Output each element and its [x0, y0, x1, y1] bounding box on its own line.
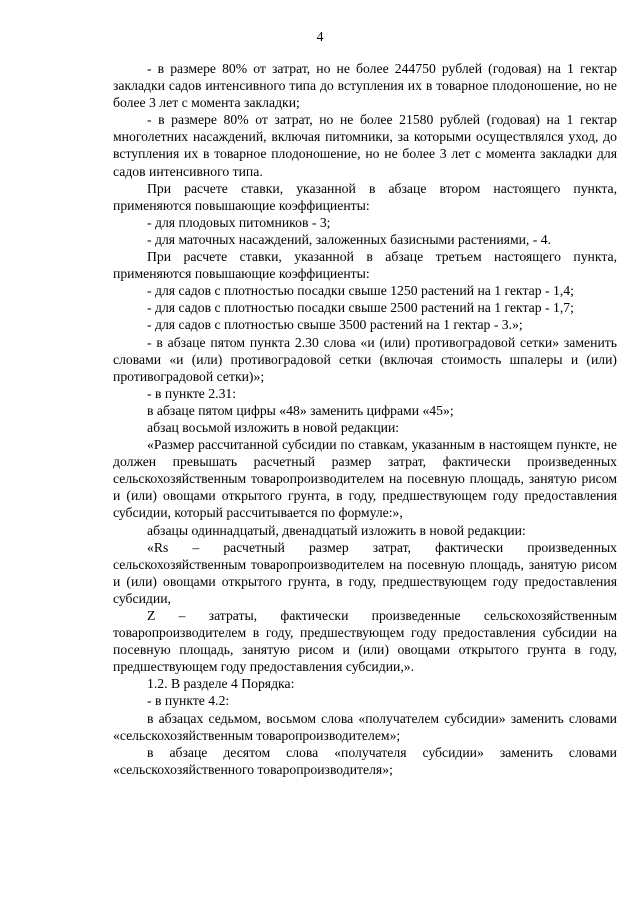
paragraph-9: - для садов с плотностью свыше 3500 растений на 1 гектар - 3.»; [147, 317, 523, 333]
document-body [113, 60, 617, 778]
paragraph-4: - для плодовых питомников - 3; [147, 214, 331, 230]
paragraph-12: в абзаце пятом цифры «48» заменить цифрами «45»; [147, 402, 454, 418]
paragraph-8: - для садов с плотностью посадки свыше 2500 растений на 1 гектар - 1,7; [147, 300, 574, 316]
paragraph-7: - для садов с плотностью посадки свыше 1250 растений на 1 гектар - 1,4; [147, 283, 574, 299]
paragraph-21: в абзаце десятом слова «получателя субсидии» заменить словами «сельскохозяйственного товаропроизводителя»; [113, 744, 617, 777]
paragraph-5: - для маточных насаждений, заложенных базисными растениями, - 4. [147, 231, 552, 247]
paragraph-20: в абзацах седьмом, восьмом слова «получателем субсидии» заменить словами «сельскохозяйственным товаропроизводителем»; [113, 710, 617, 743]
paragraph-18: 1.2. В разделе 4 Порядка: [147, 676, 295, 692]
paragraph-17: Z – затраты, фактически произведенные сельскохозяйственным товаропроизводителем в году, предшествующем году предоставления субсидии на посевную площадь, занятую рисом и (или) овощами открытого грунта в году, предшествующем году предоставления субсидии,». [113, 608, 617, 675]
paragraph-19: - в пункте 4.2: [147, 693, 230, 709]
paragraph-16: «Rs – расчетный размер затрат, фактически произведенных сельскохозяйственным товаропроизводителем на посевную площадь, занятую рисом и (или) овощами открытого грунта, в году, предшествующем году предоставления субсидии, [113, 539, 617, 606]
paragraph-10: - в абзаце пятом пункта 2.30 слова «и (или) противоградовой сетки» заменить словами «и (или) противоградовой сетки (включая стоимость шпалеры и (или) противоградовой сетки)»; [113, 334, 617, 384]
paragraph-2: - в размере 80% от затрат, но не более 21580 рублей (годовая) на 1 гектар многолетних насаждений, включая питомники, за которыми осуществлялся уход, до вступления их в товарное плодоношение, но не более 3 лет с момента закладки для садов интенсивного типа. [113, 112, 617, 179]
paragraph-14: «Размер рассчитанной субсидии по ставкам, указанным в настоящем пункте, не должен превышать расчетный размер затрат, фактически произведенных сельскохозяйственным товаропроизводителем на посевную площадь, занятую рисом и (или) овощами открытого грунта, в году, предшествующем году предоставления субсидии, который рассчитывается по формуле:», [113, 437, 617, 521]
paragraph-6: При расчете ставки, указанной в абзаце третьем настоящего пункта, применяются повышающие коэффициенты: [113, 249, 617, 282]
paragraph-13: абзац восьмой изложить в новой редакции: [147, 419, 400, 435]
paragraph-11: - в пункте 2.31: [147, 385, 237, 401]
paragraph-15: абзацы одиннадцатый, двенадцатый изложить в новой редакции: [147, 522, 526, 538]
paragraph-3: При расчете ставки, указанной в абзаце втором настоящего пункта, применяются повышающие коэффициенты: [113, 180, 617, 213]
page-number: 4 [316, 29, 324, 44]
paragraph-1: - в размере 80% от затрат, но не более 244750 рублей (годовая) на 1 гектар закладки садов интенсивного типа до вступления их в товарное плодоношение, но не более 3 лет с момента закладки; [113, 61, 617, 111]
